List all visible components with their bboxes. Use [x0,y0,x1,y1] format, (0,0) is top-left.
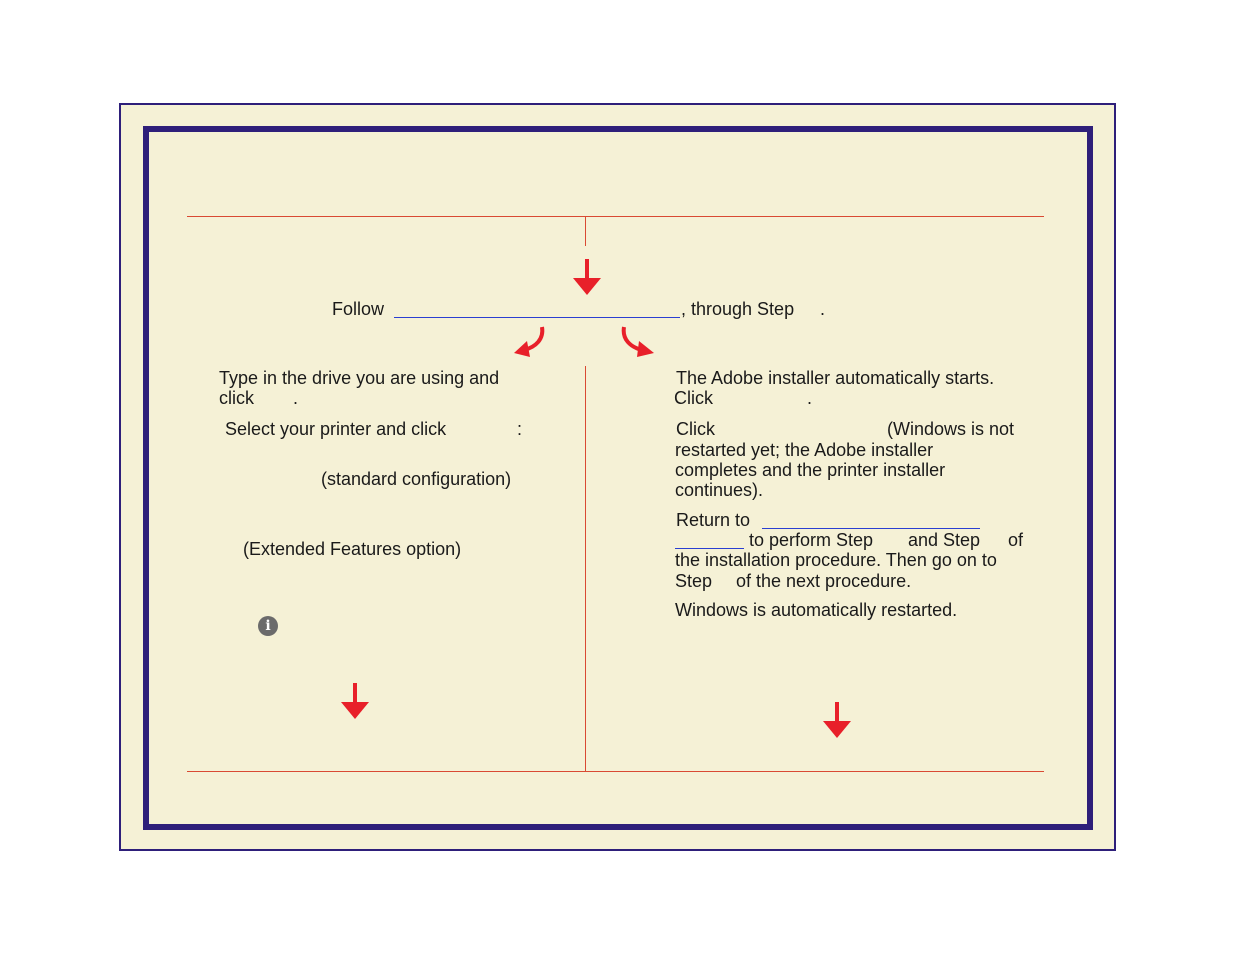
adobe-starts-text: The Adobe installer automatically starts. [676,368,995,388]
type-drive-line1: Type in the drive you are using and [219,368,500,388]
restarted-yet-text: restarted yet; the Adobe installer [675,440,934,460]
click-text-1: Click [674,388,713,408]
of-text: of [1008,530,1024,550]
type-drive-click: click [219,388,254,408]
procedure-link[interactable] [394,317,680,318]
click-text-2: Click [676,419,715,439]
and-step-text: and Step [908,530,981,550]
next-procedure-text: of the next procedure. [736,571,912,591]
top-center-rule [585,216,586,246]
follow-text: Follow [332,299,385,319]
to-perform-text: to perform Step [749,530,874,550]
select-printer-text: Select your printer and click [225,419,447,439]
return-link[interactable] [762,528,980,529]
click-period-1: . [807,388,813,408]
step-text: Step [675,571,713,591]
windows-not-text: (Windows is not [887,419,1015,439]
left-down-arrow-icon [341,683,369,719]
continues-text: continues). [675,480,764,500]
installation-procedure-text: the installation procedure. Then go on to [675,550,997,570]
column-divider [585,366,586,771]
return-to-text: Return to [676,510,751,530]
standard-config-text: (standard configuration) [321,469,512,489]
curved-arrow-right-icon [618,325,658,359]
bottom-rule [187,771,1044,772]
windows-restarted-text: Windows is automatically restarted. [675,600,958,620]
inner-frame [143,126,1093,830]
down-arrow-icon [573,259,601,295]
curved-arrow-left-icon [510,325,550,359]
extended-features-text: (Extended Features option) [243,539,462,559]
return-link-continued[interactable] [675,548,744,549]
through-step-period: . [820,299,826,319]
select-printer-colon: : [517,419,523,439]
info-icon[interactable]: i [258,616,278,636]
through-step-text: , through Step [681,299,795,319]
type-drive-period: . [293,388,299,408]
completes-text: completes and the printer installer [675,460,946,480]
right-down-arrow-icon [823,702,851,738]
top-rule [187,216,1044,217]
